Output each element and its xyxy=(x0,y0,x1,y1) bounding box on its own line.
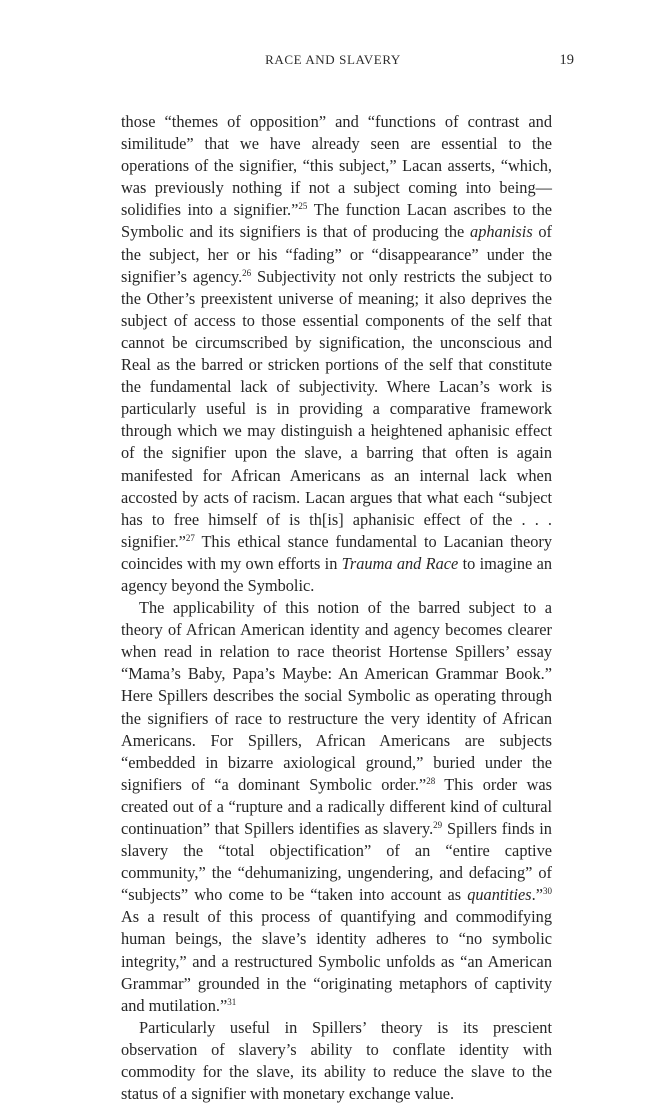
running-head xyxy=(0,52,666,72)
paragraph xyxy=(121,1017,552,1105)
italic-text: aphanisis xyxy=(470,222,533,242)
footnote-ref: 31 xyxy=(227,996,237,1007)
footnote-ref: 26 xyxy=(242,267,252,278)
body-text xyxy=(121,111,552,1105)
text-run: Subjectivity not only restricts the subject to the Other’s preexistent universe of meaning; it also deprives the subject of access to those essential components of the self that cannot be circumscribed by signification, the unconscious and Real as the barred or stricken portions of the self that constitute the fundamental lack of subjectivity. Where Lacan’s work is particularly useful is in providing a comparative framework through which we may distinguish a heightened aphanisic effect of the signifier upon the slave, a barring that often is again manifested for African Americans as an internal lack when accosted by acts of racism. Lacan argues that what each “subject has to free himself of is th[is] aphanisic effect of the . . . signifier.” xyxy=(121,266,552,551)
italic-text: quantities xyxy=(467,885,532,905)
text-run: The function Lacan ascribes to the Symbolic and its signifiers is that of producing the xyxy=(121,200,552,242)
footnote-ref: 27 xyxy=(185,532,195,543)
paragraph xyxy=(121,597,552,1017)
text-run: .” xyxy=(531,885,543,905)
text-run: those “themes of opposition” and “functions of contrast and similitude” that we have already seen are essential to the operations of the signifier, “this subject,” Lacan asserts, “which, was previously nothing if not a subject coming into being—solidifies into a signifier.” xyxy=(121,112,552,220)
text-run: of the subject, her or his “fading” or “disappearance” under the signifier’s agency. xyxy=(121,222,552,286)
footnote-ref: 29 xyxy=(433,820,443,830)
text-run: to imagine an agency beyond the Symbolic. xyxy=(121,553,553,595)
footnote-ref: 28 xyxy=(426,775,436,786)
text-run: Particularly useful in Spillers’ theory is its prescient observation of slavery’s ability to conflate identity with commodity for the slave, its ability to reduce the slave to the status of a signifier with monetary exchange value. xyxy=(121,1017,552,1104)
running-title: RACE AND SLAVERY xyxy=(265,52,401,67)
footnote-ref: 25 xyxy=(298,201,308,212)
text-run: This order was created out of a “rupture and a radically different kind of cultural continuation” that Spillers identifies as slavery. xyxy=(121,774,552,838)
footnote-ref: 30 xyxy=(543,886,552,897)
paragraph xyxy=(121,111,552,597)
page-number: 19 xyxy=(559,52,574,68)
text-run: Spillers finds in slavery the “total objectification” of an “entire captive community,” the “dehumanizing, ungendering, and defacing” of “subjects” who come to be “taken into account as xyxy=(121,819,552,905)
italic-text: Trauma and Race xyxy=(341,553,459,573)
text-run: The applicability of this notion of the barred subject to a theory of African American identity and agency becomes clearer when read in relation to race theorist Hortense Spillers’ essay “Mama’s Baby, Papa’s Maybe: An American Grammar Book.” Here Spillers describes the social Symbolic as operating through the signifiers of race to restructure the very identity of African Americans. For Spillers, African Americans are subjects “embedded in bizarre axiological ground,” buried under the signifiers of “a dominant Symbolic order.” xyxy=(121,598,552,794)
text-run: This ethical stance fundamental to Lacanian theory coincides with my own efforts in xyxy=(121,531,552,573)
text-run: As a result of this process of quantifying and commodifying human beings, the slave’s identity adheres to “no symbolic integrity,” and a restructured Symbolic unfolds as “an American Grammar” grounded in the “originating metaphors of captivity and mutilation.” xyxy=(121,907,552,1015)
